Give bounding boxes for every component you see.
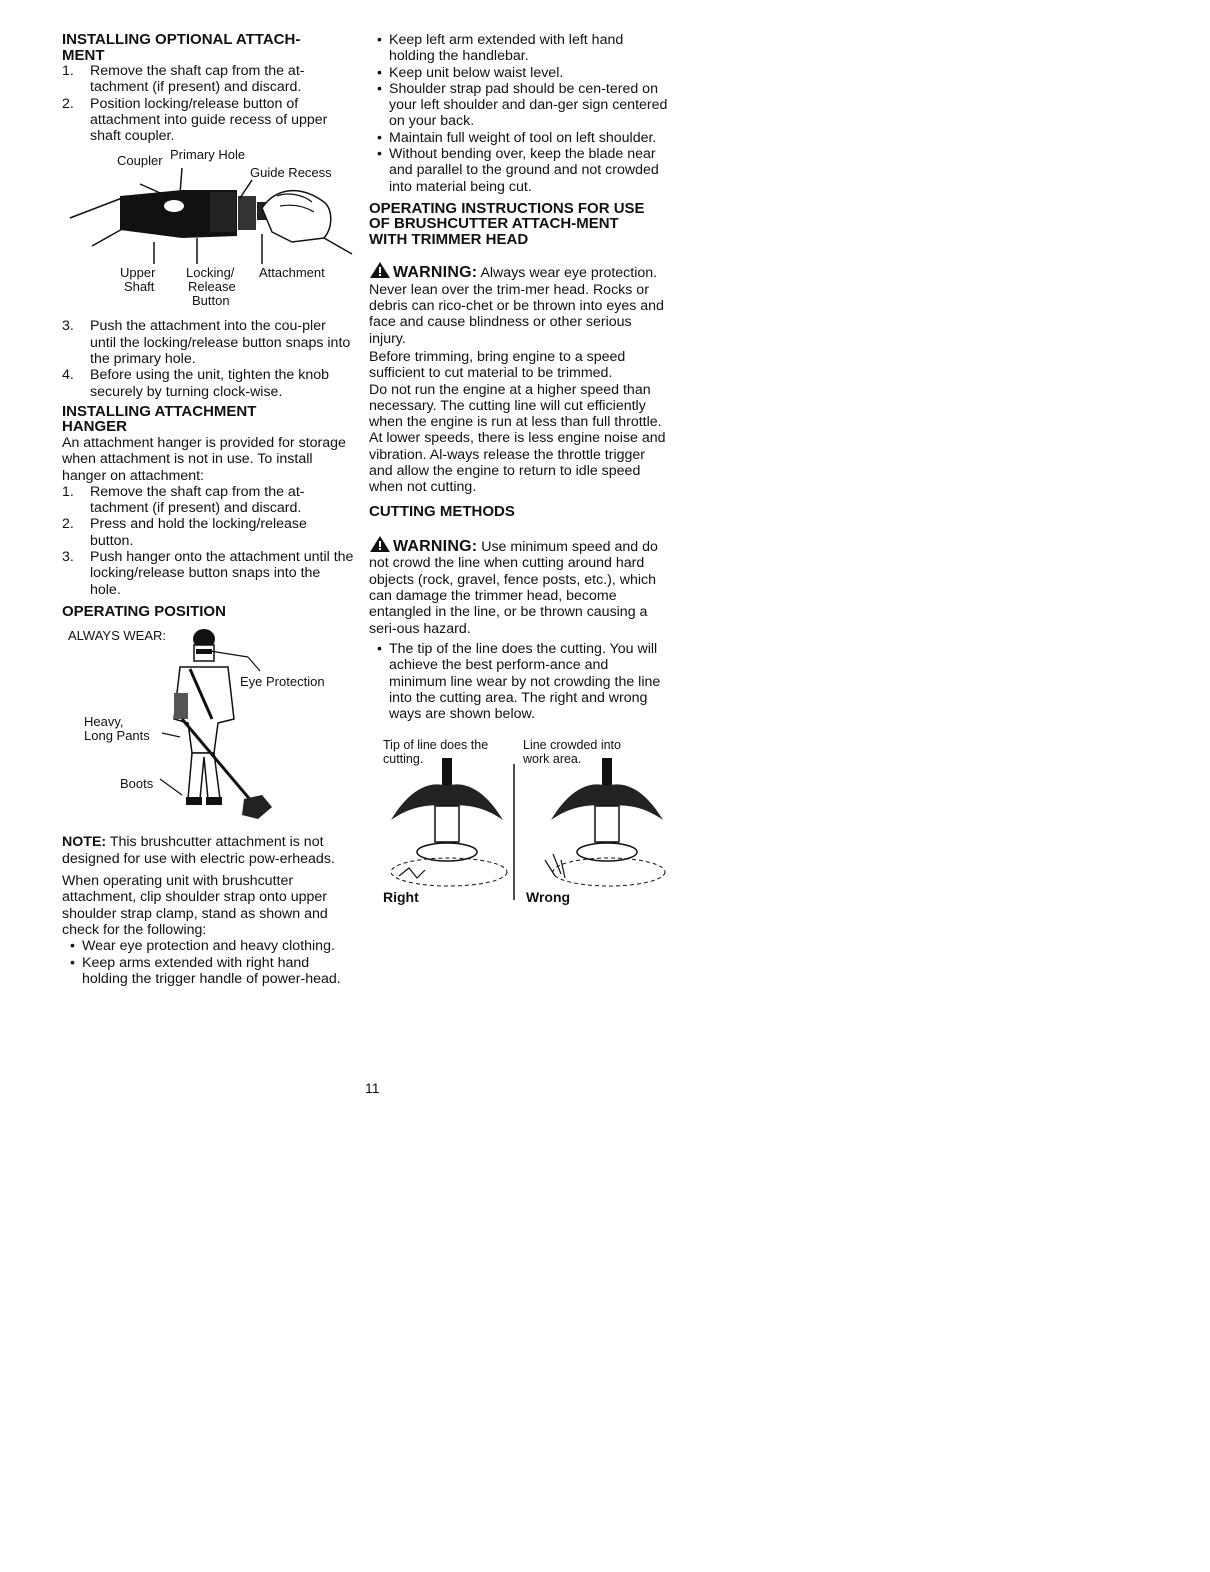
heading-installing-optional-attachment: INSTALLING OPTIONAL ATTACH-MENT <box>62 31 301 64</box>
install-steps-a <box>62 63 354 144</box>
operating-position-figure <box>62 623 354 828</box>
note-paragraph <box>62 834 354 867</box>
warning-label: WARNING: <box>393 264 478 282</box>
hanger-steps <box>62 484 354 598</box>
boots-label: Boots <box>120 776 154 792</box>
heading-operating-instructions: OPERATING INSTRUCTIONS FOR USE OF BRUSHCUTTER ATTACH-MENT WITH TRIMMER HEAD <box>369 199 645 248</box>
list-item: 3. Push hanger onto the attachment until the locking/release button snaps into the hole. <box>62 549 354 598</box>
list-item: • Keep unit below waist level. <box>377 64 564 81</box>
always-wear-label: ALWAYS WEAR: <box>68 628 166 644</box>
list-item: • Keep left arm extended with left hand holding the handlebar. <box>377 32 624 65</box>
heading-operating-position: OPERATING POSITION <box>62 602 226 620</box>
operating-checklist-a <box>62 938 354 987</box>
primary-hole-label: Primary Hole <box>170 147 246 163</box>
long-pants-label: Long Pants <box>84 728 150 744</box>
paragraph-before-trimming: Before trimming, bring engine to a speed sufficient to cut material to be trimmed. <box>369 348 626 382</box>
warning-text: Use minimum speed and do not crowd the line when cutting around hard objects (rock, gravel, fence posts, etc.), which can damage the trimmer head, become entangled in the line, or be thrown causing a seri-ous hazard. <box>369 539 658 637</box>
cutting-illustration <box>369 750 669 900</box>
operating-checklist-b <box>369 32 669 195</box>
cutting-bullet <box>369 641 669 722</box>
warning-label: WARNING: <box>393 538 478 556</box>
list-item: 3. Push the attachment into the cou-pler until the locking/release button snaps into the primary hole. <box>62 318 351 368</box>
list-item: 2. Position locking/release button of attachment into guide recess of upper shaft coupler. <box>62 95 328 145</box>
list-item: • Maintain full weight of tool on left shoulder. <box>377 129 657 146</box>
warning-text: Always wear eye protection. Never lean over the trim-mer head. Rocks or debris can rico-chet or be thrown into eyes and face and cause blindness or other serious injury. <box>369 265 664 347</box>
shaft-label: Shaft <box>124 279 155 295</box>
release-label: Release <box>188 279 236 295</box>
warning-triangle-icon <box>369 535 391 553</box>
heavy-label: Heavy, <box>84 714 124 730</box>
paragraph-engine-speed: Do not run the engine at a higher speed than necessary. The cutting line will cut efficiently when the engine is run at less than full throttle. At lower speeds, there is less engine noise and vibration. Al-ways release the throttle trigger and allow the engine to return to idle speed when not cutting. <box>369 381 666 496</box>
list-item: • Without bending over, keep the blade near and parallel to the ground and not crowded into material being cut. <box>377 146 659 195</box>
warning-minimum-speed <box>369 535 669 637</box>
operator-illustration <box>62 623 354 828</box>
heading-cutting-methods: CUTTING METHODS <box>369 502 515 520</box>
list-item: • Shoulder strap pad should be cen-tered on your left shoulder and dan-ger sign centered on your back. <box>377 80 668 130</box>
right-column <box>369 32 669 908</box>
list-item: 4. Before using the unit, tighten the knob securely by turning clock-wise. <box>62 367 329 400</box>
list-item: • The tip of the line does the cutting. You will achieve the best perform-ance and minimum line wear by not crowding the line into the cutting area. The right and wrong ways are shown below. <box>377 640 661 723</box>
heading-installing-attachment-hanger: INSTALLING ATTACHMENT HANGER <box>62 402 257 436</box>
note-label: NOTE: <box>62 834 107 851</box>
coupler-figure <box>62 146 354 309</box>
attachment-label: Attachment <box>259 265 325 281</box>
left-column <box>62 32 354 987</box>
list-item: 2. Press and hold the locking/release button. <box>62 516 307 549</box>
install-steps-b <box>62 318 354 399</box>
upper-label: Upper <box>120 265 156 281</box>
guide-recess-label: Guide Recess <box>250 165 332 181</box>
warning-triangle-icon <box>369 261 391 279</box>
page-number: 11 <box>365 1080 380 1096</box>
list-item: 1. Remove the shaft cap from the at-tachment (if present) and discard. <box>62 483 305 517</box>
eye-protection-label: Eye Protection <box>240 674 325 690</box>
operating-text: When operating unit with brushcutter attachment, clip shoulder strap onto upper shoulder strap clamp, stand as shown and check for the following: <box>62 873 328 938</box>
button-label: Button <box>192 293 230 309</box>
wrong-label: Wrong <box>526 889 571 906</box>
right-caption: Tip of line does the cutting. <box>383 738 489 767</box>
list-item: • Keep arms extended with right hand holding the trigger handle of power-head. <box>70 954 341 987</box>
list-item: • Wear eye protection and heavy clothing. <box>70 938 335 955</box>
locking-label: Locking/ <box>186 265 235 281</box>
list-item: 1. Remove the shaft cap from the at-tachment (if present) and discard. <box>62 63 305 96</box>
coupler-label: Coupler <box>117 153 163 169</box>
right-label: Right <box>383 889 419 906</box>
cutting-methods-figure <box>369 738 669 908</box>
note-text: This brushcutter attachment is not designed for use with electric pow-erheads. <box>62 834 335 867</box>
hanger-intro: An attachment hanger is provided for storage when attachment is not in use. To install hanger on attachment: <box>62 434 346 484</box>
wrong-caption: Line crowded into work area. <box>523 738 621 767</box>
warning-eye-protection <box>369 261 669 346</box>
